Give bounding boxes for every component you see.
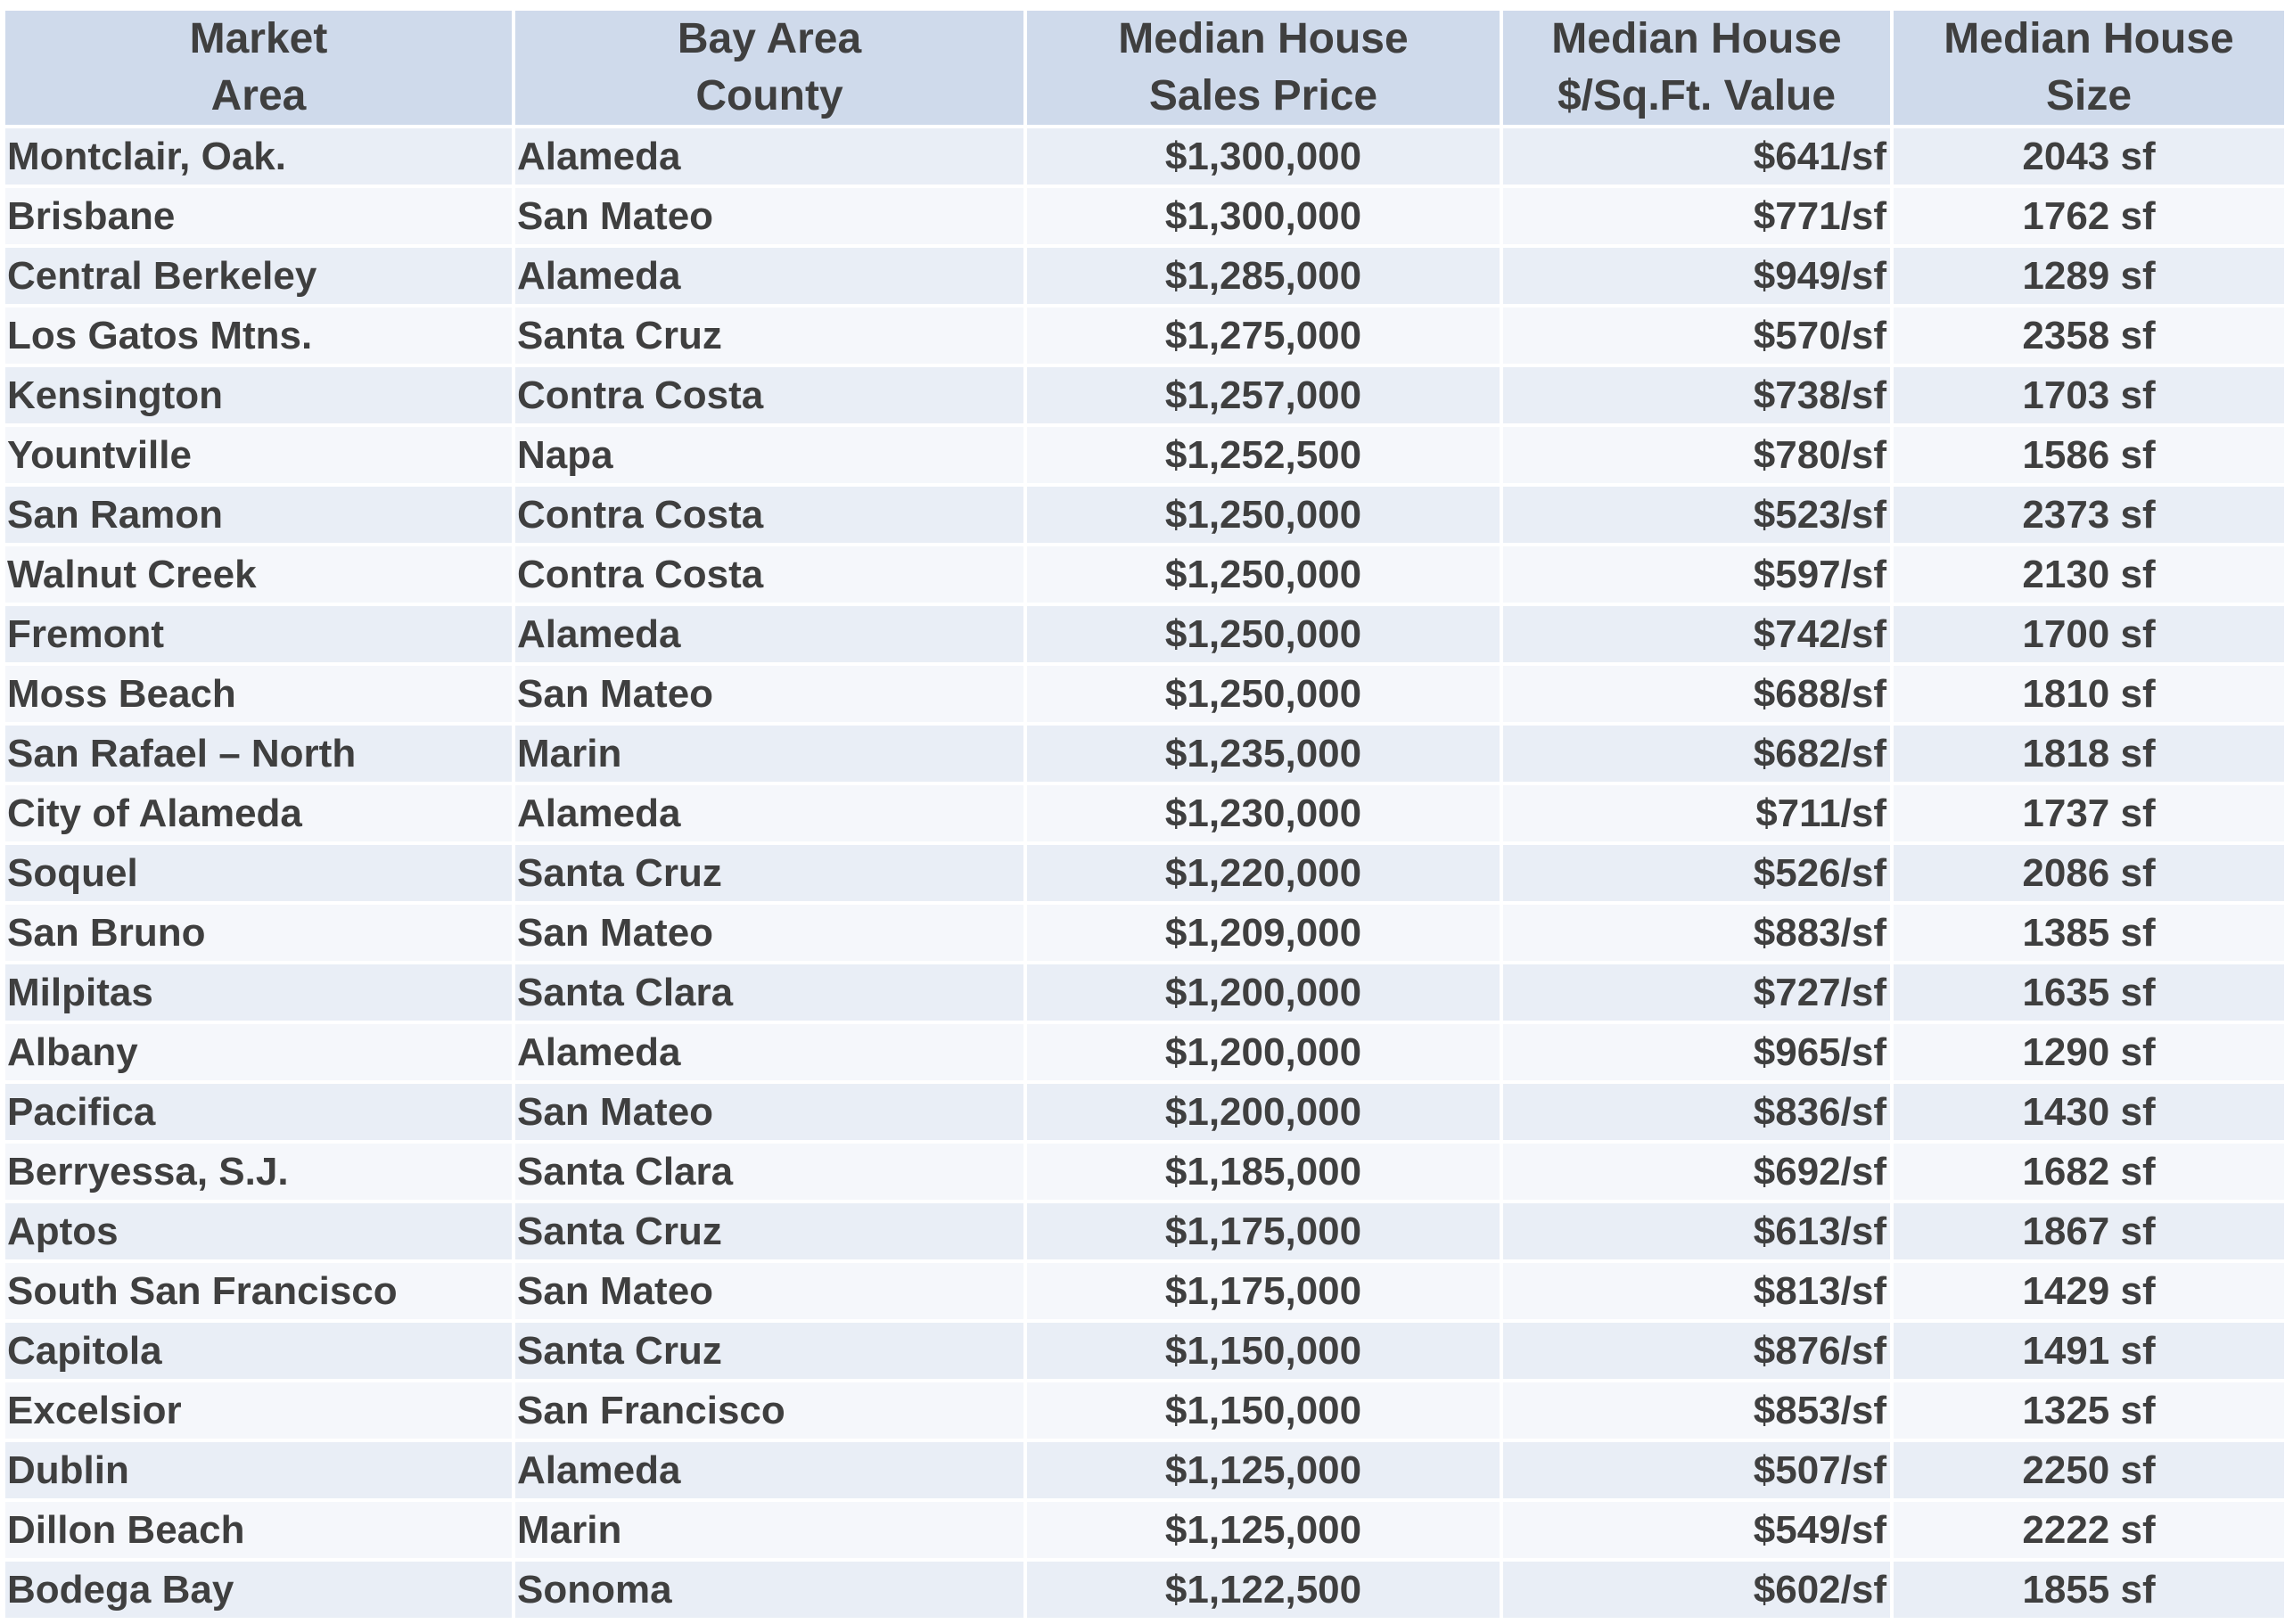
sales-price-cell: $1,200,000 (1025, 1082, 1501, 1142)
sales-price-cell: $1,175,000 (1025, 1261, 1501, 1321)
house-size-cell: 1491 sf (1892, 1321, 2284, 1381)
table-row (5, 1022, 2284, 1082)
column-header-price-per-sqft: Median House $/Sq.Ft. Value (1501, 11, 1892, 127)
sales-price-cell: $1,122,500 (1025, 1560, 1501, 1618)
price-per-sqft-cell: $597/sf (1501, 545, 1892, 604)
house-size-cell: 1430 sf (1892, 1082, 2284, 1142)
price-per-sqft-cell: $613/sf (1501, 1202, 1892, 1261)
price-per-sqft-cell: $523/sf (1501, 485, 1892, 545)
sales-price-cell: $1,257,000 (1025, 365, 1501, 425)
house-size-cell: 1700 sf (1892, 604, 2284, 664)
price-per-sqft-cell: $688/sf (1501, 664, 1892, 724)
market-area-cell: City of Alameda (5, 783, 514, 843)
county-cell: San Mateo (514, 903, 1025, 963)
market-area-cell: Bodega Bay (5, 1560, 514, 1618)
county-cell: Alameda (514, 1440, 1025, 1500)
table-body (5, 127, 2284, 1618)
house-size-cell: 1682 sf (1892, 1142, 2284, 1202)
sales-price-cell: $1,285,000 (1025, 246, 1501, 306)
sales-price-cell: $1,175,000 (1025, 1202, 1501, 1261)
market-area-cell: Pacifica (5, 1082, 514, 1142)
sales-price-cell: $1,250,000 (1025, 485, 1501, 545)
price-per-sqft-cell: $780/sf (1501, 425, 1892, 485)
table-row (5, 724, 2284, 783)
market-area-cell: Los Gatos Mtns. (5, 306, 514, 365)
market-area-cell: San Rafael – North (5, 724, 514, 783)
table-row (5, 604, 2284, 664)
table-row (5, 1440, 2284, 1500)
market-area-cell: Excelsior (5, 1381, 514, 1440)
house-size-cell: 1762 sf (1892, 186, 2284, 246)
house-size-cell: 1703 sf (1892, 365, 2284, 425)
sales-price-cell: $1,209,000 (1025, 903, 1501, 963)
house-size-cell: 1325 sf (1892, 1381, 2284, 1440)
table-row (5, 425, 2284, 485)
price-per-sqft-cell: $853/sf (1501, 1381, 1892, 1440)
county-cell: Alameda (514, 127, 1025, 186)
market-area-cell: Berryessa, S.J. (5, 1142, 514, 1202)
county-cell: San Mateo (514, 664, 1025, 724)
house-size-cell: 1635 sf (1892, 963, 2284, 1022)
county-cell: Alameda (514, 783, 1025, 843)
market-area-cell: Fremont (5, 604, 514, 664)
table-row (5, 545, 2284, 604)
house-size-cell: 1290 sf (1892, 1022, 2284, 1082)
table-row (5, 1202, 2284, 1261)
house-size-cell: 2373 sf (1892, 485, 2284, 545)
market-area-cell: Moss Beach (5, 664, 514, 724)
house-size-cell: 2043 sf (1892, 127, 2284, 186)
county-cell: Alameda (514, 604, 1025, 664)
table-row (5, 246, 2284, 306)
price-per-sqft-cell: $692/sf (1501, 1142, 1892, 1202)
sales-price-cell: $1,150,000 (1025, 1381, 1501, 1440)
price-per-sqft-cell: $711/sf (1501, 783, 1892, 843)
market-area-cell: Yountville (5, 425, 514, 485)
market-area-cell: Kensington (5, 365, 514, 425)
table-row (5, 783, 2284, 843)
sales-price-cell: $1,125,000 (1025, 1440, 1501, 1500)
county-cell: Alameda (514, 1022, 1025, 1082)
market-area-cell: South San Francisco (5, 1261, 514, 1321)
sales-price-cell: $1,220,000 (1025, 843, 1501, 903)
county-cell: Alameda (514, 246, 1025, 306)
market-area-cell: Capitola (5, 1321, 514, 1381)
market-area-cell: Dublin (5, 1440, 514, 1500)
sales-price-cell: $1,250,000 (1025, 664, 1501, 724)
table-row (5, 1082, 2284, 1142)
county-cell: San Mateo (514, 1261, 1025, 1321)
county-cell: San Mateo (514, 1082, 1025, 1142)
sales-price-cell: $1,200,000 (1025, 1022, 1501, 1082)
sales-price-cell: $1,250,000 (1025, 604, 1501, 664)
sales-price-cell: $1,250,000 (1025, 545, 1501, 604)
column-header-sales-price: Median House Sales Price (1025, 11, 1501, 127)
sales-price-cell: $1,252,500 (1025, 425, 1501, 485)
table-row (5, 903, 2284, 963)
county-cell: Sonoma (514, 1560, 1025, 1618)
house-size-cell: 1867 sf (1892, 1202, 2284, 1261)
table-row (5, 1381, 2284, 1440)
price-per-sqft-cell: $570/sf (1501, 306, 1892, 365)
sales-price-cell: $1,300,000 (1025, 127, 1501, 186)
sales-price-cell: $1,230,000 (1025, 783, 1501, 843)
header-row (5, 11, 2284, 127)
sales-price-cell: $1,300,000 (1025, 186, 1501, 246)
sales-price-cell: $1,185,000 (1025, 1142, 1501, 1202)
price-per-sqft-cell: $727/sf (1501, 963, 1892, 1022)
house-size-cell: 1385 sf (1892, 903, 2284, 963)
market-area-cell: Brisbane (5, 186, 514, 246)
house-size-cell: 1855 sf (1892, 1560, 2284, 1618)
column-header-county: Bay Area County (514, 11, 1025, 127)
table-row (5, 306, 2284, 365)
price-per-sqft-cell: $738/sf (1501, 365, 1892, 425)
table-row (5, 485, 2284, 545)
house-size-cell: 2250 sf (1892, 1440, 2284, 1500)
county-cell: San Francisco (514, 1381, 1025, 1440)
house-size-cell: 1429 sf (1892, 1261, 2284, 1321)
market-area-cell: Soquel (5, 843, 514, 903)
price-per-sqft-cell: $602/sf (1501, 1560, 1892, 1618)
house-size-cell: 1737 sf (1892, 783, 2284, 843)
table-row (5, 1142, 2284, 1202)
house-size-cell: 1289 sf (1892, 246, 2284, 306)
sales-price-cell: $1,235,000 (1025, 724, 1501, 783)
sales-price-cell: $1,200,000 (1025, 963, 1501, 1022)
price-per-sqft-cell: $813/sf (1501, 1261, 1892, 1321)
county-cell: Santa Clara (514, 963, 1025, 1022)
table-row (5, 1500, 2284, 1560)
price-per-sqft-cell: $641/sf (1501, 127, 1892, 186)
price-per-sqft-cell: $682/sf (1501, 724, 1892, 783)
market-area-cell: Dillon Beach (5, 1500, 514, 1560)
sales-price-cell: $1,150,000 (1025, 1321, 1501, 1381)
market-area-cell: Aptos (5, 1202, 514, 1261)
table-row (5, 127, 2284, 186)
sales-price-cell: $1,125,000 (1025, 1500, 1501, 1560)
column-header-house-size: Median House Size (1892, 11, 2284, 127)
price-per-sqft-cell: $526/sf (1501, 843, 1892, 903)
market-area-cell: San Bruno (5, 903, 514, 963)
table-row (5, 365, 2284, 425)
price-per-sqft-cell: $965/sf (1501, 1022, 1892, 1082)
price-per-sqft-cell: $742/sf (1501, 604, 1892, 664)
county-cell: Contra Costa (514, 365, 1025, 425)
county-cell: Napa (514, 425, 1025, 485)
market-area-cell: Walnut Creek (5, 545, 514, 604)
market-area-cell: Montclair, Oak. (5, 127, 514, 186)
house-size-cell: 2358 sf (1892, 306, 2284, 365)
price-per-sqft-cell: $507/sf (1501, 1440, 1892, 1500)
county-cell: Marin (514, 724, 1025, 783)
market-area-cell: Albany (5, 1022, 514, 1082)
table-row (5, 664, 2284, 724)
house-size-cell: 2130 sf (1892, 545, 2284, 604)
market-area-cell: San Ramon (5, 485, 514, 545)
county-cell: Santa Cruz (514, 843, 1025, 903)
price-per-sqft-cell: $876/sf (1501, 1321, 1892, 1381)
county-cell: Santa Cruz (514, 306, 1025, 365)
county-cell: San Mateo (514, 186, 1025, 246)
column-header-market-area: Market Area (5, 11, 514, 127)
table-row (5, 186, 2284, 246)
table-header (5, 11, 2284, 127)
county-cell: Santa Cruz (514, 1321, 1025, 1381)
county-cell: Marin (514, 1500, 1025, 1560)
table-row (5, 963, 2284, 1022)
price-per-sqft-cell: $549/sf (1501, 1500, 1892, 1560)
house-size-cell: 1586 sf (1892, 425, 2284, 485)
market-table-container (5, 11, 2284, 1618)
county-cell: Contra Costa (514, 485, 1025, 545)
house-size-cell: 2222 sf (1892, 1500, 2284, 1560)
county-cell: Santa Clara (514, 1142, 1025, 1202)
market-area-cell: Central Berkeley (5, 246, 514, 306)
market-area-cell: Milpitas (5, 963, 514, 1022)
table-row (5, 1261, 2284, 1321)
table-row (5, 1560, 2284, 1618)
house-size-cell: 1818 sf (1892, 724, 2284, 783)
market-data-table (5, 11, 2284, 1618)
price-per-sqft-cell: $949/sf (1501, 246, 1892, 306)
sales-price-cell: $1,275,000 (1025, 306, 1501, 365)
house-size-cell: 1810 sf (1892, 664, 2284, 724)
county-cell: Contra Costa (514, 545, 1025, 604)
table-row (5, 843, 2284, 903)
county-cell: Santa Cruz (514, 1202, 1025, 1261)
price-per-sqft-cell: $771/sf (1501, 186, 1892, 246)
price-per-sqft-cell: $836/sf (1501, 1082, 1892, 1142)
table-row (5, 1321, 2284, 1381)
house-size-cell: 2086 sf (1892, 843, 2284, 903)
price-per-sqft-cell: $883/sf (1501, 903, 1892, 963)
